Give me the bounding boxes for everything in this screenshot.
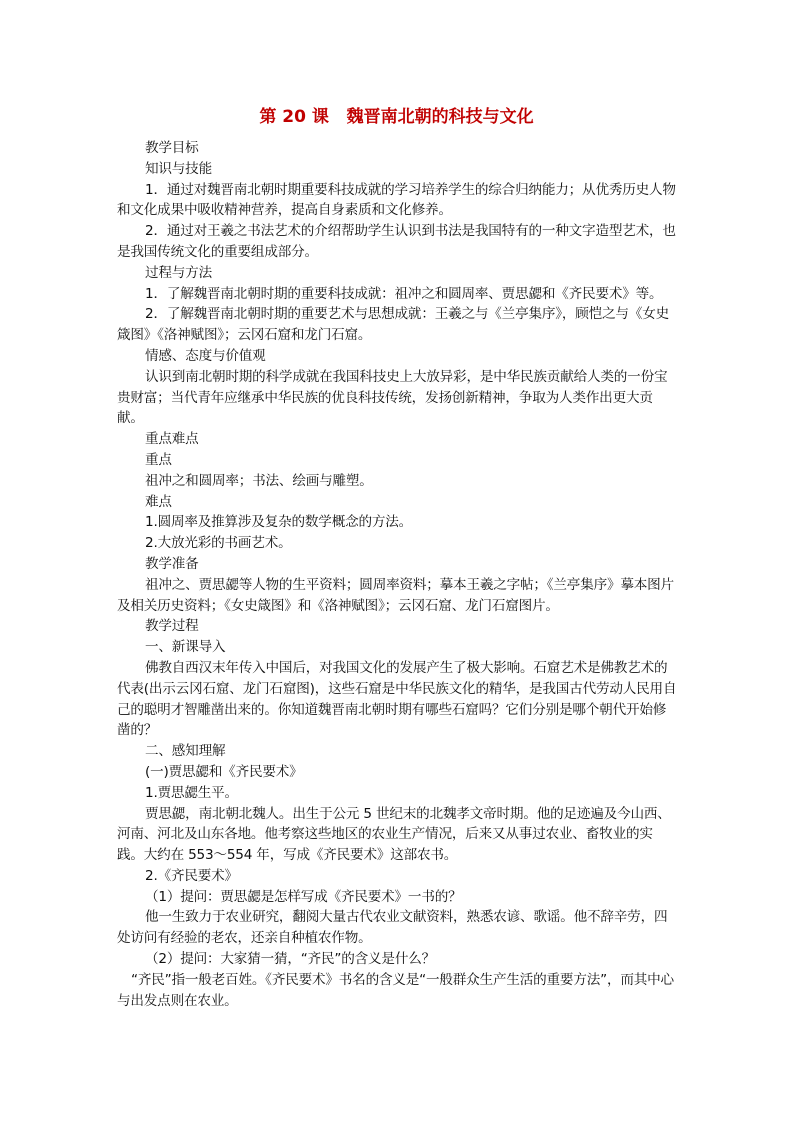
- paragraph: 2.大放光彩的书画艺术。: [145, 535, 292, 552]
- paragraph: 1.圆周率及推算涉及复杂的数学概念的方法。: [145, 514, 413, 531]
- paragraph: 二、感知理解: [145, 743, 226, 760]
- paragraph: (一)贾思勰和《齐民要术》: [145, 763, 303, 780]
- paragraph: 教学准备: [145, 555, 199, 572]
- paragraph: 佛教自西汉末年传入中国后，对我国文化的发展产生了极大影响。石窟艺术是佛教艺术的代表(出示云冈石窟、龙门石窟图)，这些石窟是中华民族文化的精华，是我国古代劳动人民用自己的聪明才智雕凿出来的。你知道魏晋南北朝时期有哪些石窟吗？它们分别是哪个朝代开始修凿的？: [117, 659, 677, 739]
- paragraph: 2．通过对王羲之书法艺术的介绍帮助学生认识到书法是我国特有的一种文字造型艺术，也是我国传统文化的重要组成部分。: [117, 223, 676, 260]
- paragraph: 他一生致力于农业研究，翻阅大量古代农业文献资料，熟悉农谚、歌谣。他不辞辛劳，四处访问有经验的老农，还亲自种植农作物。: [117, 909, 668, 947]
- lesson-title: 第 20 课 魏晋南北朝的科技与文化: [259, 107, 534, 127]
- paragraph: 重点: [145, 451, 172, 468]
- paragraph: 贾思勰，南北朝北魏人。出生于公元 5 世纪末的北魏孝文帝时期。他的足迹遍及今山西、河南、河北及山东各地。他考察这些地区的农业生产情况，后来又从事过农业、畜牧业的实践。大约在 553～554 年，写成《齐民要术》这部农书。: [117, 805, 671, 864]
- paragraph: 1．通过对魏晋南北朝时期重要科技成就的学习培养学生的综合归纳能力；从优秀历史人物和文化成果中吸收精神营养，提高自身素质和文化修养。: [117, 181, 676, 219]
- paragraph: 祖冲之和圆周率；书法、绘画与雕塑。: [145, 472, 373, 489]
- paragraph: 过程与方法: [145, 264, 212, 281]
- paragraph: 知识与技能: [145, 160, 212, 177]
- lesson-body: [117, 138, 679, 1011]
- paragraph: （2）提问：大家猜一猜，“齐民”的含义是什么？: [145, 951, 436, 968]
- paragraph: 重点难点: [145, 431, 199, 448]
- paragraph: 一、新课导入: [145, 639, 226, 656]
- paragraph: 1.贾思勰生平。: [145, 784, 238, 801]
- paragraph: 难点: [145, 493, 172, 510]
- paragraph: 2.《齐民要术》: [145, 867, 238, 884]
- paragraph: 祖冲之、贾思勰等人物的生平资料；圆周率资料；摹本王羲之字帖；《兰亭集序》摹本图片及相关历史资料；《女史箴图》和《洛神赋图》；云冈石窟、龙门石窟图片。: [117, 576, 674, 614]
- paragraph: “齐民”指一般老百姓。《齐民要术》书名的含义是“一般群众生产生活的重要方法”，而其中心与出发点则在农业。: [117, 971, 674, 1009]
- paragraph: （1）提问：贾思勰是怎样写成《齐民要术》一书的？: [145, 888, 462, 905]
- paragraph: 教学目标: [145, 140, 199, 156]
- paragraph: 情感、态度与价值观: [145, 347, 266, 364]
- paragraph: 1．了解魏晋南北朝时期的重要科技成就：祖冲之和圆周率、贾思勰和《齐民要术》等。: [145, 285, 663, 302]
- paragraph: 2．了解魏晋南北朝时期的重要艺术与思想成就：王羲之与《兰亭集序》，顾恺之与《女史箴图》《洛神赋图》；云冈石窟和龙门石窟。: [117, 306, 670, 344]
- paragraph: 教学过程: [145, 618, 199, 635]
- paragraph: 认识到南北朝时期的科学成就在我国科技史上大放异彩，是中华民族贡献给人类的一份宝贵财富；当代青年应继承中华民族的优良科技传统，发扬创新精神，争取为人类作出更大贡献。: [117, 368, 668, 427]
